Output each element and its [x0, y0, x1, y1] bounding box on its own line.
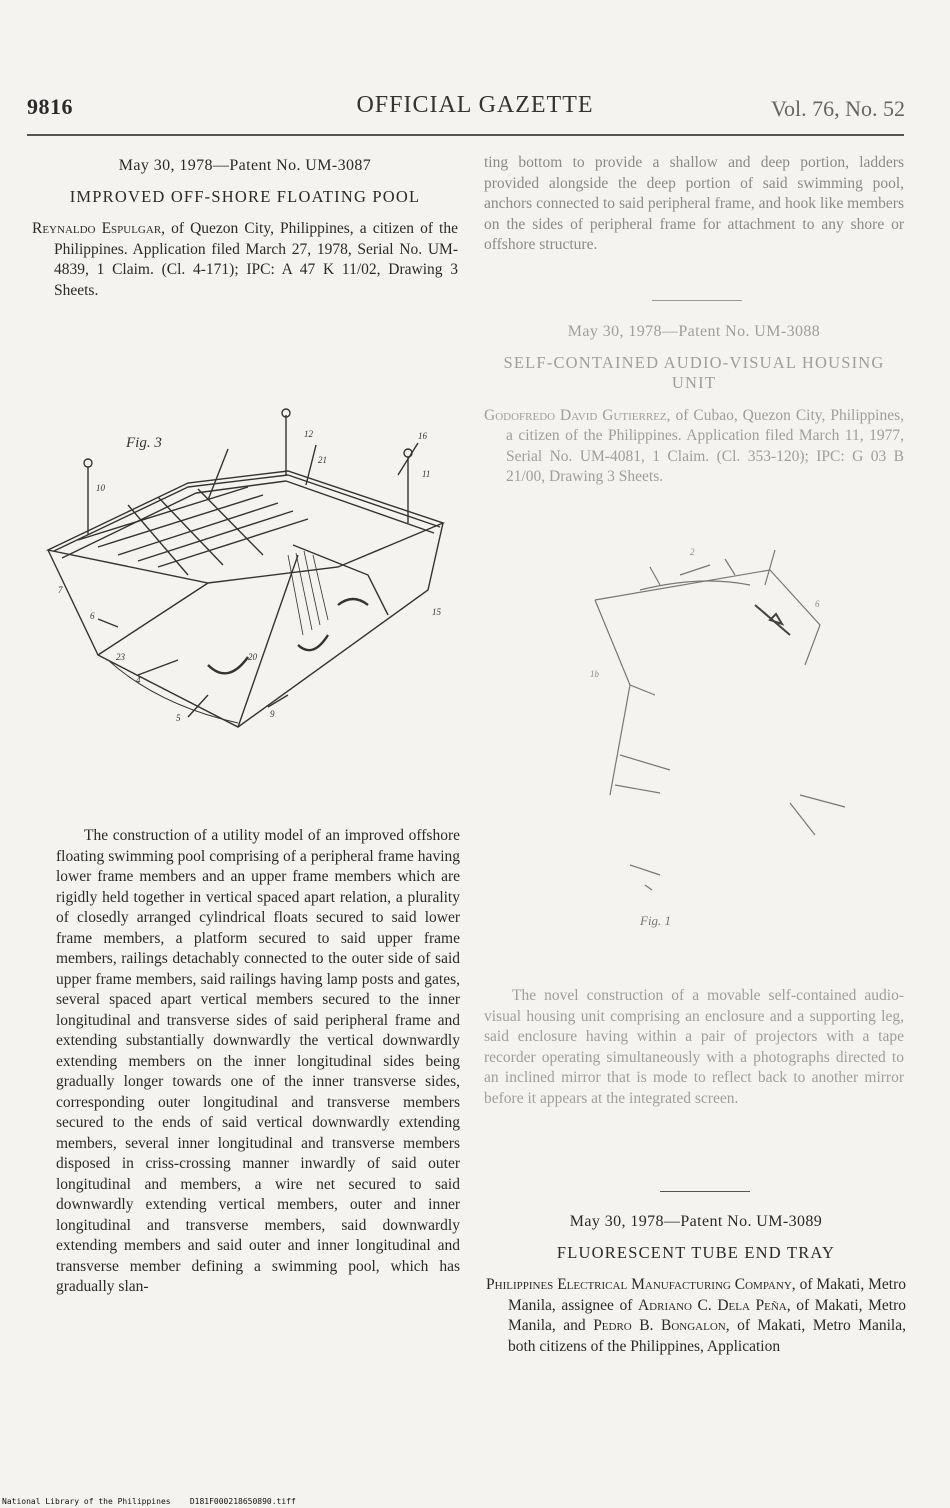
figure-label: Fig. 1 [640, 913, 672, 928]
applicant-details: , of Quezon City, Philippines, a citizen of the Philippines. Application filed March 27, 1978, Serial No. UM-4839, 1 Claim. (Cl. 4-171); IPC: A 47 K 11/02, Drawing 3 Sheets. [54, 220, 458, 299]
patent-entry-um3088 [484, 322, 904, 488]
assignee-name: Pedro B. Bongalon [593, 1317, 726, 1334]
patent-title: IMPROVED OFF-SHORE FLOATING POOL [69, 186, 421, 206]
patent-abstract-um3088: The novel construction of a movable self-contained audio-visual housing unit comprising an enclosure and a supporting leg, said enclosure having within a pair of projectors with a tape recorder operating simultaneously with a photographs directed to an inclined mirror that is mode to reflect back to another mirror before it appears at the integrated screen. [484, 987, 904, 1107]
assignee-name: Adriano C. Dela Peña [637, 1296, 787, 1314]
volume-issue: Vol. 76, No. 52 [770, 96, 905, 121]
svg-text:11: 11 [422, 469, 431, 479]
applicant-details: , of Cubao, Quezon City, Philippines, a citizen of the Philippines. Application filed March 11, 1977, Serial No. UM-4081, 1 Claim. (Cl. 353-120); IPC: G 03 B 21/00, Drawing 3 Sheets. [506, 406, 904, 485]
floating-pool-drawing [38, 405, 458, 737]
applicant-name: Philippines Electrical Manufacturing Company [486, 1276, 792, 1293]
patent-applicant [484, 406, 904, 488]
svg-text:7: 7 [58, 585, 63, 595]
applicant-details: , of Makati, Metro Manila, and [508, 1296, 906, 1334]
patent-applicant [486, 1275, 906, 1357]
svg-text:4: 4 [136, 675, 141, 685]
patent-abstract-um3087: The construction of a utility model of an improved offshore floating swimming pool comprising of a peripheral frame having lower frame members and an upper frame members which are rigidly held together in vertical spaced apart relation, a plurality of closedly arranged cylindrical floats secured to said lower frame members, a platform secured to said upper frame members, railings detachably connected to the outer side of said upper frame members, said railings having lamp posts and gates, several spaced apart vertical members secured to the inner longitudinal and transverse sides of said peripheral frame and extending substantially downwardly the vertical downwardly extending members on the inner longitudinal sides being gradually longer towards one of the inner transverse sides, corresponding outer longitudinal and transverse members secured to the ends of said vertical downwardly extending members, several inner longitudinal and transverse members disposed in criss-crossing manner inwardly of said outer longitudinal and members, a wire net secured to said downwardly extending vertical members, outer and inner longitudinal and transverse members, said downwardly extending members and said outer and inner longitudinal and transverse member defining a swimming pool, which has gradually slan- [56, 827, 460, 1295]
library-source: National Library of the Philippines [2, 1497, 171, 1506]
svg-text:1b: 1b [590, 669, 599, 679]
audio-visual-housing-drawing [560, 545, 870, 940]
svg-text:5: 5 [176, 713, 181, 723]
svg-text:6: 6 [815, 599, 820, 609]
patent-date-line: May 30, 1978—Patent No. UM-3087 [118, 157, 372, 174]
applicant-details: , of Makati, Metro Manila, assignee of [508, 1276, 906, 1314]
svg-text:20: 20 [248, 652, 257, 662]
patent-title: FLUORESCENT TUBE END TRAY [556, 1242, 836, 1262]
publication-title: OFFICIAL GAZETTE [356, 92, 594, 118]
svg-text:23: 23 [116, 652, 125, 662]
patent-date-line: May 30, 1978—Patent No. UM-3088 [567, 323, 821, 340]
applicant-name: Godofredo David Gutierrez [484, 406, 667, 424]
page-number: 9816 [27, 94, 73, 119]
svg-text:16: 16 [418, 431, 427, 441]
scan-footer [2, 1497, 296, 1506]
svg-text:2: 2 [690, 547, 695, 557]
entry-separator [660, 1191, 750, 1192]
applicant-name: Reynaldo Espulgar [32, 220, 162, 237]
header-rule [27, 134, 904, 136]
svg-text:9: 9 [270, 709, 275, 719]
applicant-details: , of Makati, Metro Manila, both citizens of the Philippines, Application [508, 1317, 906, 1355]
figure-label: Fig. 3 [126, 435, 162, 451]
svg-text:21: 21 [318, 455, 327, 465]
file-id: D181F000218650890.tiff [189, 1497, 296, 1506]
svg-text:10: 10 [96, 483, 105, 493]
svg-text:12: 12 [304, 429, 313, 439]
patent-applicant [32, 219, 458, 301]
svg-text:15: 15 [432, 607, 441, 617]
patent-entry-um3089 [486, 1212, 906, 1357]
patent-entry-um3087 [32, 156, 458, 301]
svg-text:6: 6 [90, 611, 95, 621]
abstract-continuation-um3087: ting bottom to provide a shallow and deep portion, ladders provided alongside the deep portion of said swimming pool, anchors connected to said peripheral frame, and hook like members on the sides of peripheral frame for attachment to any shore or offshore structure. [484, 154, 904, 253]
entry-separator [652, 300, 742, 301]
patent-title: SELF-CONTAINED AUDIO-VISUAL HOUSING UNIT [503, 352, 885, 392]
patent-date-line: May 30, 1978—Patent No. UM-3089 [569, 1213, 823, 1230]
